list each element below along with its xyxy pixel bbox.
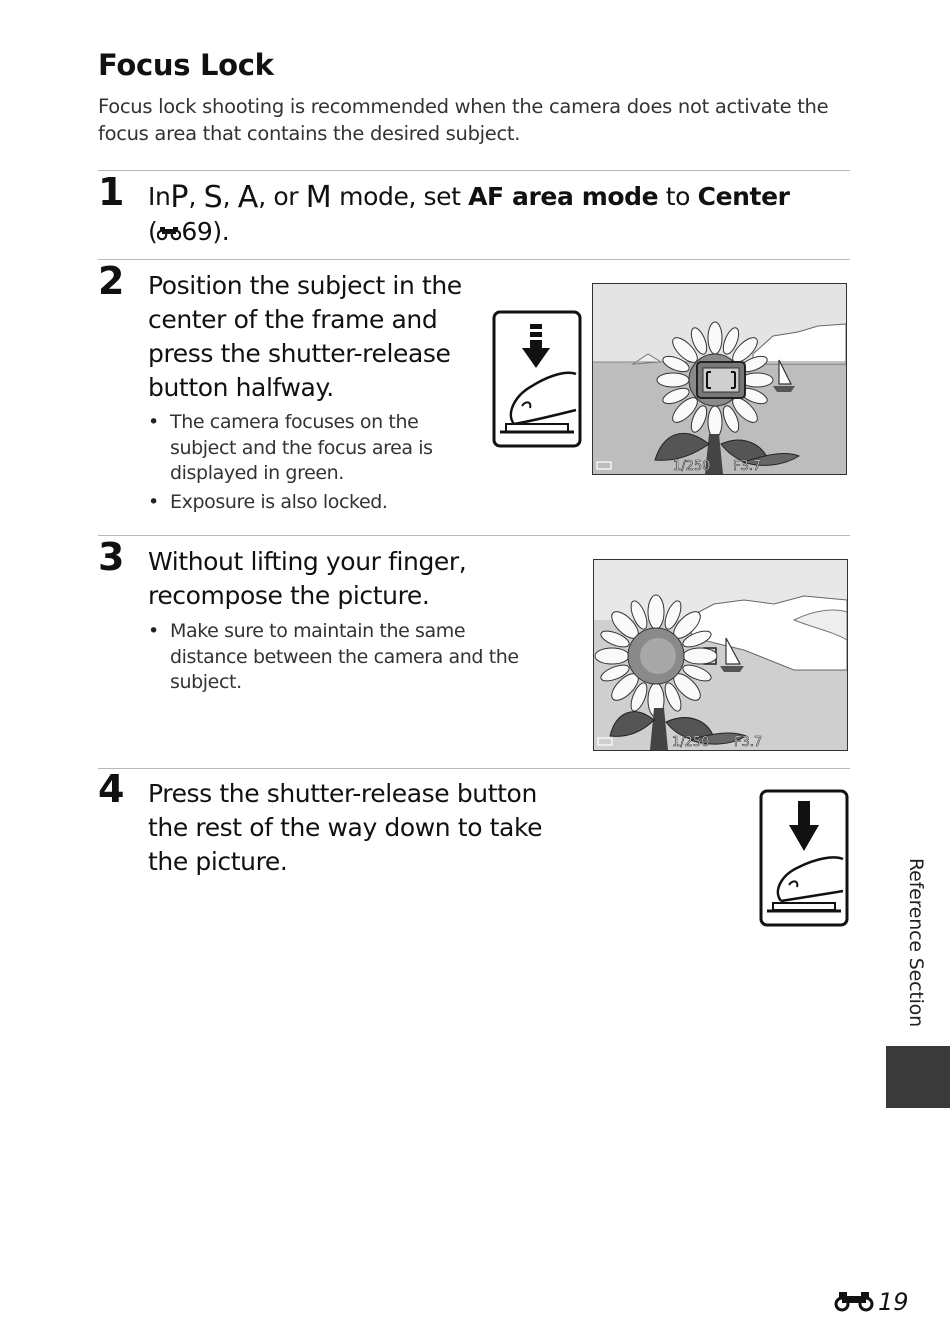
step-4-number: 4 <box>98 767 125 811</box>
step-1-text <box>148 180 848 249</box>
side-tab-label: Reference Section <box>905 858 927 1027</box>
step-3-heading: Without lifting your finger, recompose the picture. <box>148 547 467 610</box>
list-item: • The camera focuses on the subject and the focus area is displayed in green. <box>148 410 448 487</box>
step-1-in: In <box>148 182 171 211</box>
step-2-heading: Position the subject in the center of the frame and press the shutter-release button halfway. <box>148 271 462 402</box>
shutter-full-press-icon <box>759 789 851 929</box>
screen-image <box>594 560 847 750</box>
shutter-speed-readout: 1/250 <box>672 735 710 750</box>
mode-p-icon: P <box>170 180 189 215</box>
step-1-number: 1 <box>98 170 125 214</box>
screen-image <box>593 284 846 474</box>
reference-section-icon <box>834 1290 874 1314</box>
aperture-readout: F3.7 <box>733 459 762 474</box>
shutter-speed-readout: 1/250 <box>673 459 711 474</box>
mode-s-icon: S <box>203 180 223 215</box>
step-1-mode-set: mode, set <box>331 182 469 211</box>
divider <box>98 170 850 171</box>
step-2-number: 2 <box>98 259 125 303</box>
af-area-mode-label: AF area mode <box>468 182 659 211</box>
aperture-readout: F3.7 <box>734 735 763 750</box>
list-item: • Make sure to maintain the same distance between the camera and the subject. <box>148 619 548 696</box>
step-1-or: , or <box>258 182 306 211</box>
ref-open: ( <box>148 217 158 246</box>
center-label: Center <box>697 182 790 211</box>
step-2-bullets <box>148 410 448 518</box>
step-3-bullets <box>148 619 548 699</box>
step-4-heading: Press the shutter-release button the rest of the way down to take the picture. <box>148 779 543 876</box>
reference-icon <box>157 224 181 242</box>
step-1-sep: , <box>222 182 238 211</box>
mode-m-icon: M <box>305 180 332 215</box>
side-tab-marker <box>886 1046 950 1108</box>
camera-screen-step-3 <box>593 559 848 751</box>
list-item: • Exposure is also locked. <box>148 490 448 516</box>
step-1-sep: , <box>188 182 204 211</box>
page-number <box>834 1288 909 1316</box>
shutter-half-press-icon <box>492 310 584 450</box>
camera-screen-step-2 <box>592 283 847 475</box>
ref-page: 69). <box>181 217 230 246</box>
step-3-number: 3 <box>98 535 125 579</box>
divider <box>98 535 850 536</box>
divider <box>98 259 850 260</box>
page-number-value: 19 <box>878 1288 909 1316</box>
divider <box>98 768 850 769</box>
mode-a-icon: A <box>237 180 259 215</box>
step-1-to: to <box>658 182 698 211</box>
page-title: Focus Lock <box>98 48 274 82</box>
intro-text: Focus lock shooting is recommended when the camera does not activate the focus area that contains the desired subject. <box>98 95 829 145</box>
